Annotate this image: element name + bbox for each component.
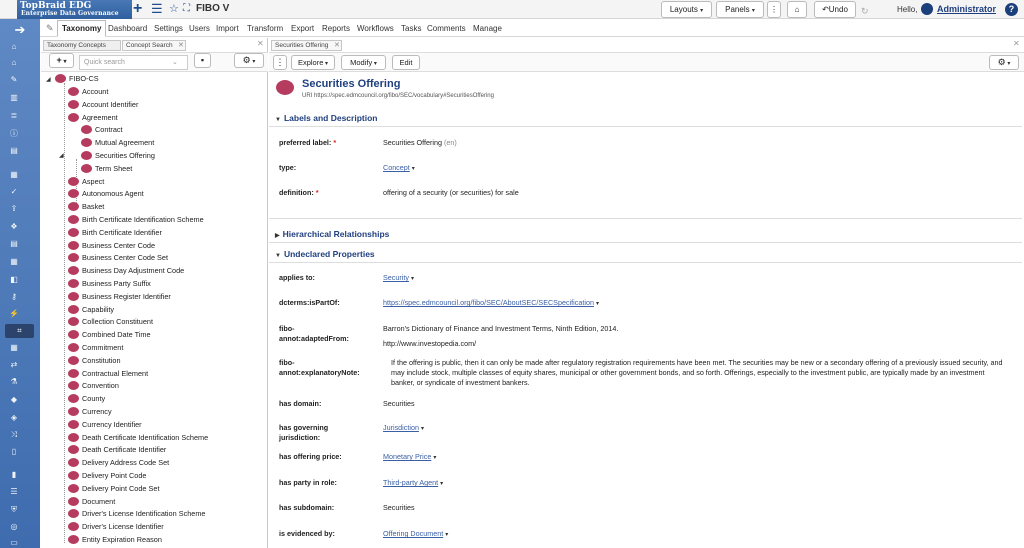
tree-item-label: Business Party Suffix: [82, 279, 151, 288]
modify-button[interactable]: [341, 55, 386, 70]
chevron-down-icon[interactable]: ▾: [445, 532, 449, 538]
tree-item-label: Business Register Identifier: [82, 291, 171, 301]
tab-label: Concept Search: [126, 42, 173, 49]
calculator-icon[interactable]: ▦: [10, 170, 18, 179]
divider: [269, 126, 1022, 127]
modify-label: Modify: [350, 58, 373, 67]
chevron-down-icon[interactable]: ▾: [411, 166, 415, 172]
asset-name[interactable]: FIBO V: [196, 3, 230, 14]
menu-users[interactable]: Users: [189, 24, 210, 33]
chevron-right-icon: ▶: [275, 233, 280, 239]
redo-icon[interactable]: ↻: [861, 6, 869, 16]
concept-icon: [68, 522, 79, 531]
editor-settings-button[interactable]: [989, 55, 1019, 70]
concept-icon: [68, 202, 79, 211]
tree-item-label: Contractual Element: [82, 368, 149, 378]
concept-icon: [68, 113, 79, 122]
concept-icon: [68, 471, 79, 480]
prop-label: type:: [279, 163, 297, 172]
tree-item-label: Driver's License Identifier: [82, 522, 164, 532]
tab-securities-offering[interactable]: [271, 40, 342, 51]
section-undeclared[interactable]: [275, 249, 375, 259]
report-icon: ▪: [200, 55, 205, 65]
concept-icon: [68, 317, 79, 326]
book-icon[interactable]: ▮: [11, 470, 17, 479]
tree-item-label: Death Certificate Identifier: [82, 445, 167, 455]
tree-root-label: FIBO-CS: [69, 74, 99, 83]
tree-item-label: Delivery Point Code Set: [82, 483, 160, 493]
layouts-button[interactable]: [661, 1, 712, 18]
section-hierarchical[interactable]: [275, 229, 389, 239]
chevron-down-icon[interactable]: ▾: [440, 481, 444, 487]
quick-search-input[interactable]: Quick search: [79, 55, 188, 70]
is-part-of-value[interactable]: [383, 298, 599, 309]
chart-icon[interactable]: ▥: [10, 93, 18, 102]
tree-item-label: Term Sheet: [95, 163, 133, 173]
concept-icon: [68, 343, 79, 352]
document-icon[interactable]: ▤: [10, 146, 18, 155]
panels-button[interactable]: [716, 1, 764, 18]
menu-export[interactable]: Export: [291, 24, 315, 33]
chevron-down-icon: ▾: [700, 8, 704, 14]
flow-icon[interactable]: ⇄: [10, 360, 18, 369]
cubes-icon[interactable]: ❖: [10, 222, 18, 231]
layouts-label: Layouts: [669, 5, 698, 14]
tree-item-label: Aspect: [82, 176, 105, 186]
chevron-down-icon: ▼: [275, 117, 281, 123]
tree-item-label: Business Center Code Set: [82, 253, 168, 263]
bank-icon[interactable]: ⌂: [11, 58, 17, 67]
tree-item-label: Birth Certificate Identification Scheme: [82, 215, 204, 224]
concept-icon: [68, 509, 79, 518]
menu-workflows[interactable]: Workflows: [357, 24, 394, 33]
chevron-down-icon: ▾: [323, 61, 329, 67]
definition-value: offering of a security (or securities) for sale: [383, 188, 519, 197]
plug-icon[interactable]: ⚡: [9, 309, 19, 318]
applies-link[interactable]: Security: [383, 273, 409, 282]
subdomain-value: Securities: [383, 503, 415, 512]
tree-item-label: Collection Constituent: [82, 317, 153, 327]
label-text: annot:explanatoryNote:: [279, 368, 360, 377]
shuffle-icon[interactable]: ⤨: [10, 430, 18, 439]
section-title: Hierarchical Relationships: [282, 229, 390, 239]
editor-toolbar: [269, 53, 1024, 72]
sidebar: [0, 19, 40, 548]
concept-icon: [68, 433, 79, 442]
tree-item-label: Driver's License Identification Scheme: [82, 509, 206, 519]
label-text: jurisdiction:: [279, 433, 321, 442]
editor-tabs: [269, 38, 1024, 53]
shield-icon[interactable]: ⛨: [11, 505, 17, 514]
adapted-from-value: http://www.investopedia.com/: [383, 339, 477, 348]
chevron-down-icon[interactable]: ▾: [420, 426, 424, 432]
home-icon[interactable]: ⌂: [11, 42, 17, 51]
undo-label: Undo: [828, 5, 848, 14]
tree-item-label: Convention: [82, 381, 119, 391]
concept-icon: [68, 177, 79, 186]
home-button[interactable]: [787, 1, 807, 18]
menu-reports[interactable]: Reports: [322, 24, 351, 33]
wrench-icon[interactable]: ✎: [10, 75, 18, 84]
tab-taxonomy-concepts[interactable]: [43, 40, 121, 51]
table-icon[interactable]: ▦: [10, 257, 18, 266]
concept-icon: [68, 484, 79, 493]
close-icon[interactable]: ✕: [178, 42, 184, 49]
add-concept-button[interactable]: [49, 53, 74, 68]
label-text: has governing: [279, 423, 329, 432]
tree-item-label: Combined Date Time: [82, 330, 151, 340]
tab-concept-search[interactable]: [122, 40, 186, 51]
stack-icon[interactable]: ☰: [10, 487, 18, 496]
concept-icon: [68, 189, 79, 198]
divider: [269, 262, 1022, 263]
menu-tasks[interactable]: Tasks: [401, 24, 422, 33]
tree-item-label: Account Identifier: [82, 99, 139, 109]
concept-icon: [68, 100, 79, 109]
package-icon[interactable]: ◧: [10, 275, 18, 284]
concept-icon: [68, 369, 79, 378]
menu-taxonomy[interactable]: Taxonomy: [57, 20, 106, 37]
concept-icon: [81, 125, 92, 134]
concept-icon: [68, 497, 79, 506]
tree-item-label: Capability: [82, 304, 115, 314]
tree-item-label: Autonomous Agent: [82, 189, 144, 199]
divider: [269, 218, 1022, 219]
archive-icon[interactable]: ▭: [10, 538, 18, 547]
undo-icon: ↶: [822, 5, 829, 14]
report-button[interactable]: [194, 53, 211, 68]
app-subtitle: Enterprise Data Governance: [21, 10, 119, 17]
greeting: Hello,: [897, 5, 918, 14]
divider: [269, 242, 1022, 243]
concept-icon: [68, 87, 79, 96]
concept-icon: [276, 80, 294, 95]
type-value[interactable]: [383, 163, 415, 174]
tree-item-label: Basket: [82, 202, 105, 212]
prop-label: dcterms:isPartOf:: [279, 298, 340, 307]
top-bar: [0, 0, 1024, 19]
concept-icon: [68, 253, 79, 262]
tree-item-label: Currency: [82, 407, 112, 416]
menu-transform[interactable]: Transform: [247, 24, 284, 33]
concept-icon: [55, 74, 66, 83]
jurisdiction-link[interactable]: Jurisdiction: [383, 423, 419, 432]
menu-import[interactable]: Import: [216, 24, 239, 33]
concept-icon: [68, 445, 79, 454]
concept-icon: [68, 381, 79, 390]
domain-value: Securities: [383, 399, 415, 408]
tree-item-label: Birth Certificate Identifier: [82, 227, 162, 237]
label-text: fibo-: [279, 358, 295, 367]
tree-item-label: Entity Expiration Reason: [82, 535, 162, 544]
concept-icon: [68, 407, 79, 416]
prop-label: is evidenced by:: [279, 529, 335, 538]
flask-icon[interactable]: ⚗: [10, 377, 18, 386]
adapted-from-value: Barron's Dictionary of Finance and Investment Terms, Ninth Edition, 2014.: [383, 324, 619, 333]
part-of-link[interactable]: https://spec.edmcouncil.org/fibo/SEC/AboutSEC/SECSpecification: [383, 298, 594, 307]
globe-icon[interactable]: ◎: [10, 522, 18, 531]
taxonomy-panel: [41, 38, 268, 548]
explore-button[interactable]: [291, 55, 335, 70]
star-icon[interactable]: ☆: [169, 3, 179, 15]
grid-icon[interactable]: ▦: [10, 343, 18, 352]
menu-icon[interactable]: ☰: [151, 1, 163, 16]
party-link[interactable]: Third-party Agent: [383, 478, 439, 487]
user-avatar-icon: [921, 3, 933, 15]
concept-icon: [81, 164, 92, 173]
tree-item-label: Commitment: [82, 343, 124, 352]
label-text: preferred label:: [279, 138, 332, 147]
info-icon[interactable]: ⓘ: [10, 129, 18, 138]
user-name-link[interactable]: Administrator: [937, 4, 997, 14]
tree-guide: [64, 83, 65, 543]
tree-item-label: Account: [82, 87, 109, 96]
prop-label: [279, 423, 328, 443]
tree-item-label: Constitution: [82, 355, 121, 365]
key-icon[interactable]: ⚷: [11, 292, 17, 301]
concept-icon: [68, 394, 79, 403]
prop-label: has subdomain:: [279, 503, 335, 512]
concept-icon: [68, 535, 79, 544]
concept-icon: [68, 215, 79, 224]
concept-icon: [68, 420, 79, 429]
menu-comments[interactable]: Comments: [427, 24, 466, 33]
check-icon[interactable]: ✓: [10, 187, 18, 196]
more-button[interactable]: ⋮: [767, 1, 781, 18]
prop-label: [279, 324, 349, 344]
tree-item-label: Business Day Adjustment Code: [82, 266, 185, 276]
chevron-down-icon[interactable]: ▾: [433, 455, 437, 461]
concept-icon: [81, 138, 92, 147]
page-title: Securities Offering: [302, 78, 401, 90]
tag-icon[interactable]: ◆: [10, 395, 18, 404]
tree-settings-button[interactable]: [234, 53, 264, 68]
chevron-down-icon[interactable]: ⌄: [172, 59, 178, 66]
panels-label: Panels: [725, 5, 750, 14]
label-text: annot:adaptedFrom:: [279, 334, 349, 343]
pencil-icon: ✎: [46, 23, 54, 33]
evidenced-link[interactable]: Offering Document: [383, 529, 444, 538]
applies-to-value[interactable]: [383, 273, 414, 284]
help-icon[interactable]: ?: [1005, 3, 1018, 16]
undo-button[interactable]: [814, 1, 856, 18]
concept-icon: [81, 151, 92, 160]
chevron-down-icon[interactable]: ▾: [410, 276, 414, 282]
party-in-role-value[interactable]: [383, 478, 443, 489]
prop-label: [279, 358, 360, 378]
main-menu: [40, 20, 1024, 37]
tree-item-label: County: [82, 394, 106, 404]
label-text: fibo-: [279, 324, 295, 333]
menu-settings[interactable]: Settings: [154, 24, 183, 33]
edit-button[interactable]: Edit: [392, 55, 420, 70]
evidenced-by-value[interactable]: [383, 529, 448, 540]
concept-uri: URI https://spec.edmcouncil.org/fibo/SEC/vocabulary#SecuritiesOffering: [302, 93, 494, 99]
tags-icon[interactable]: ◈: [10, 413, 18, 422]
concept-icon: [68, 356, 79, 365]
value-text: Securities Offering: [383, 138, 442, 147]
tab-label: Taxonomy Concepts: [47, 42, 106, 49]
tree-item-label: Currency Identifier: [82, 419, 142, 429]
collapse-icon[interactable]: ◢: [59, 153, 64, 159]
prop-label: has offering price:: [279, 452, 342, 461]
tree-item-label: Mutual Agreement: [95, 138, 155, 148]
offering-price-value[interactable]: [383, 452, 436, 463]
tree-item-label: Death Certificate Identification Scheme: [82, 432, 209, 442]
close-panel-icon[interactable]: ✕: [1013, 39, 1020, 48]
tree-item-label: Delivery Point Code: [82, 471, 147, 480]
list-icon[interactable]: ≣: [10, 111, 18, 120]
app-logo[interactable]: [17, 0, 132, 19]
upload-icon[interactable]: ⇪: [10, 204, 18, 213]
prop-label: has domain:: [279, 399, 322, 408]
concept-icon: [68, 330, 79, 339]
add-label: +: [56, 55, 62, 65]
gear-icon: ⚙: [997, 57, 1006, 67]
label-text: definition:: [279, 188, 314, 197]
prop-label: applies to:: [279, 273, 315, 282]
price-link[interactable]: Monetary Price: [383, 452, 432, 461]
jurisdiction-value[interactable]: [383, 423, 424, 434]
more-button[interactable]: ⋮: [273, 55, 287, 70]
expand-sidebar-icon[interactable]: ➔: [14, 22, 26, 37]
chevron-down-icon: ▾: [1005, 61, 1011, 67]
required-marker: *: [315, 188, 319, 197]
tree-item-label: Agreement: [82, 112, 118, 122]
explanatory-note-value: If the offering is public, then it can only be made after regulatory registration requirements have been met. The securities may be new or a secondary offering of a previously issued security, and may include stock, multiple classes of equity shares, municipal or other government bonds, and so forth. Offerings, especially to the investment public, are typically made by an investment banker, or syndicate of investment bankers.: [391, 358, 1003, 387]
chevron-down-icon[interactable]: ▾: [595, 301, 599, 307]
menu-dashboard[interactable]: Dashboard: [108, 24, 148, 33]
tree-item-label: Securities Offering: [95, 151, 155, 160]
concept-icon: [68, 279, 79, 288]
concept-panel: [269, 38, 1024, 548]
tab-label: Securities Offering: [275, 42, 329, 49]
collapse-icon[interactable]: ◢: [46, 77, 51, 83]
tree-toolbar: [41, 52, 268, 72]
required-marker: *: [333, 138, 337, 147]
chevron-down-icon: ▾: [250, 59, 256, 65]
concept-icon: [68, 305, 79, 314]
concept-icon: [68, 458, 79, 467]
section-labels[interactable]: [275, 113, 377, 123]
preferred-label-value: [383, 138, 457, 148]
menu-manage[interactable]: Manage: [473, 24, 502, 33]
concept-icon: [68, 266, 79, 275]
concept-tree: [41, 73, 268, 548]
chevron-down-icon: ▾: [751, 8, 755, 14]
prop-label: [279, 188, 319, 198]
language-tag: (en): [444, 138, 457, 147]
add-icon[interactable]: +: [133, 0, 143, 17]
prop-label: has party in role:: [279, 478, 337, 487]
concept-icon: [68, 292, 79, 301]
app-name: TopBraid EDG: [20, 1, 92, 11]
concept-icon: [68, 241, 79, 250]
section-title: Labels and Description: [283, 113, 378, 123]
chevron-down-icon: ▾: [372, 61, 377, 67]
report-icon[interactable]: ▤: [10, 239, 18, 248]
close-panel-icon[interactable]: ✕: [257, 39, 264, 48]
tree-item-label: Contract: [95, 125, 123, 135]
chevron-down-icon: ▾: [61, 59, 67, 65]
asset-icon: ⛶: [183, 3, 190, 14]
explore-label: Explore: [297, 58, 324, 67]
type-link[interactable]: Concept: [383, 163, 410, 172]
file-icon[interactable]: ▯: [11, 447, 17, 456]
tree-item-label: Document: [82, 496, 116, 506]
concept-icon: [68, 228, 79, 237]
tree-item-label: Delivery Address Code Set: [82, 458, 170, 468]
taxonomy-icon[interactable]: ⌗: [5, 324, 34, 338]
close-icon[interactable]: ✕: [334, 42, 340, 49]
section-title: Undeclared Properties: [283, 249, 375, 259]
gear-icon: ⚙: [242, 55, 251, 65]
chevron-down-icon: ▼: [275, 253, 281, 259]
prop-label: [279, 138, 336, 148]
home-icon: ⌂: [794, 5, 800, 14]
tree-item-label: Business Center Code: [82, 240, 156, 250]
